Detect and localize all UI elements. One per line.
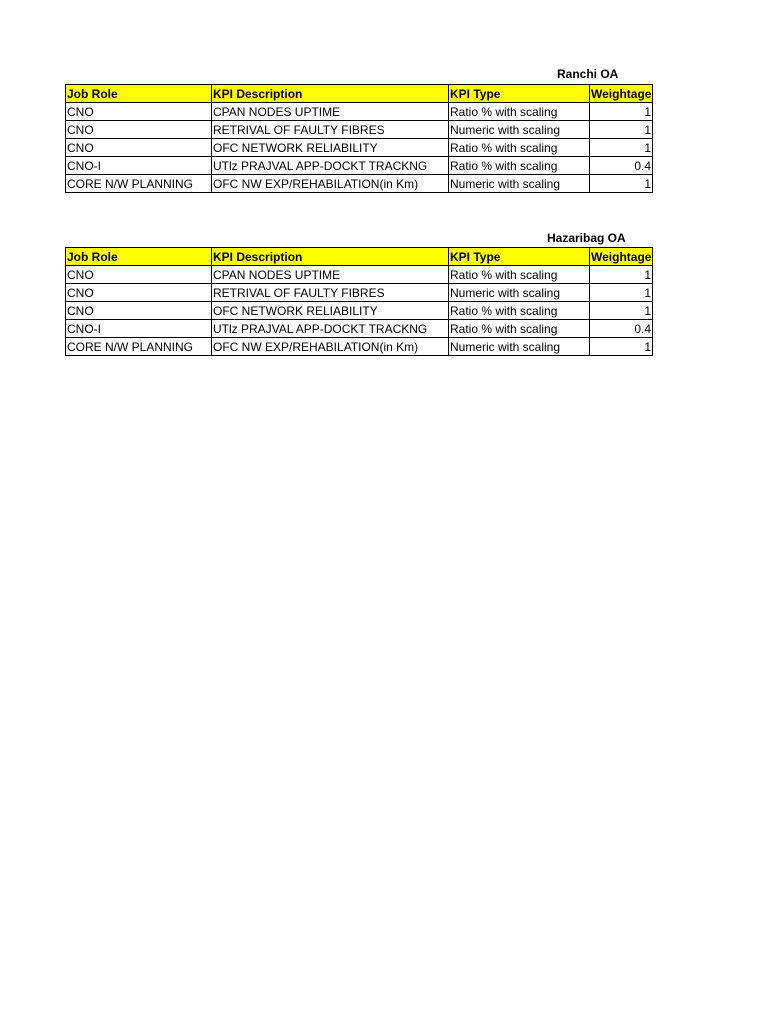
header-kpi-description: KPI Description bbox=[212, 85, 449, 103]
cell-kpi-type: Ratio % with scaling bbox=[449, 320, 590, 338]
header-weightage: Weightage bbox=[591, 249, 652, 264]
table-row bbox=[66, 175, 653, 193]
kpi-table bbox=[65, 247, 653, 356]
table-row bbox=[66, 139, 653, 157]
cell-kpi-type: Ratio % with scaling bbox=[449, 302, 590, 320]
cell-weightage: 0.4 bbox=[590, 157, 653, 175]
table-row bbox=[66, 338, 653, 356]
cell-kpi-description: RETRIVAL OF FAULTY FIBRES bbox=[212, 121, 449, 139]
cell-weightage: 1 bbox=[590, 266, 653, 284]
header-weightage: Weightage bbox=[591, 86, 652, 101]
cell-kpi-description: UTlz PRAJVAL APP-DOCKT TRACKNG bbox=[212, 320, 449, 338]
cell-kpi-description: OFC NETWORK RELIABILITY bbox=[212, 139, 449, 157]
cell-weightage: 1 bbox=[590, 302, 653, 320]
cell-job-role: CNO bbox=[66, 139, 212, 157]
cell-weightage: 1 bbox=[590, 121, 653, 139]
table-row bbox=[66, 302, 653, 320]
cell-kpi-description: UTlz PRAJVAL APP-DOCKT TRACKNG bbox=[212, 157, 449, 175]
cell-job-role: CORE N/W PLANNING bbox=[66, 338, 212, 356]
header-kpi-type: KPI Type bbox=[449, 85, 590, 103]
table-row bbox=[66, 157, 653, 175]
table-row bbox=[66, 284, 653, 302]
cell-kpi-description: OFC NW EXP/REHABILATION(in Km) bbox=[212, 175, 449, 193]
cell-job-role: CNO bbox=[66, 302, 212, 320]
cell-job-role: CNO-I bbox=[66, 320, 212, 338]
cell-kpi-description: OFC NW EXP/REHABILATION(in Km) bbox=[212, 338, 449, 356]
table-row bbox=[66, 121, 653, 139]
table-row bbox=[66, 266, 653, 284]
header-kpi-description: KPI Description bbox=[212, 248, 449, 266]
kpi-table bbox=[65, 84, 653, 193]
table-row bbox=[66, 320, 653, 338]
cell-kpi-description: OFC NETWORK RELIABILITY bbox=[212, 302, 449, 320]
section-title: Ranchi OA bbox=[557, 67, 619, 81]
cell-job-role: CORE N/W PLANNING bbox=[66, 175, 212, 193]
cell-job-role: CNO bbox=[66, 103, 212, 121]
cell-job-role: CNO bbox=[66, 121, 212, 139]
cell-job-role: CNO bbox=[66, 284, 212, 302]
cell-kpi-type: Numeric with scaling bbox=[449, 121, 590, 139]
cell-weightage: 1 bbox=[590, 175, 653, 193]
cell-weightage: 1 bbox=[590, 338, 653, 356]
cell-kpi-description: RETRIVAL OF FAULTY FIBRES bbox=[212, 284, 449, 302]
table-header-row bbox=[66, 248, 653, 266]
header-job-role: Job Role bbox=[66, 248, 212, 266]
cell-kpi-type: Numeric with scaling bbox=[449, 175, 590, 193]
table-header-row bbox=[66, 85, 653, 103]
header-kpi-type: KPI Type bbox=[449, 248, 590, 266]
cell-weightage: 1 bbox=[590, 284, 653, 302]
cell-kpi-type: Ratio % with scaling bbox=[449, 103, 590, 121]
cell-kpi-description: CPAN NODES UPTIME bbox=[212, 103, 449, 121]
cell-weightage: 1 bbox=[590, 103, 653, 121]
cell-weightage: 1 bbox=[590, 139, 653, 157]
cell-weightage: 0.4 bbox=[590, 320, 653, 338]
cell-kpi-description: CPAN NODES UPTIME bbox=[212, 266, 449, 284]
cell-kpi-type: Ratio % with scaling bbox=[449, 139, 590, 157]
cell-kpi-type: Numeric with scaling bbox=[449, 338, 590, 356]
hazaribag-section bbox=[65, 231, 652, 361]
cell-kpi-type: Ratio % with scaling bbox=[449, 157, 590, 175]
table-row bbox=[66, 103, 653, 121]
ranchi-section bbox=[65, 67, 652, 197]
cell-kpi-type: Ratio % with scaling bbox=[449, 266, 590, 284]
cell-job-role: CNO-I bbox=[66, 157, 212, 175]
section-title: Hazaribag OA bbox=[547, 231, 626, 245]
cell-job-role: CNO bbox=[66, 266, 212, 284]
cell-kpi-type: Numeric with scaling bbox=[449, 284, 590, 302]
header-job-role: Job Role bbox=[66, 85, 212, 103]
